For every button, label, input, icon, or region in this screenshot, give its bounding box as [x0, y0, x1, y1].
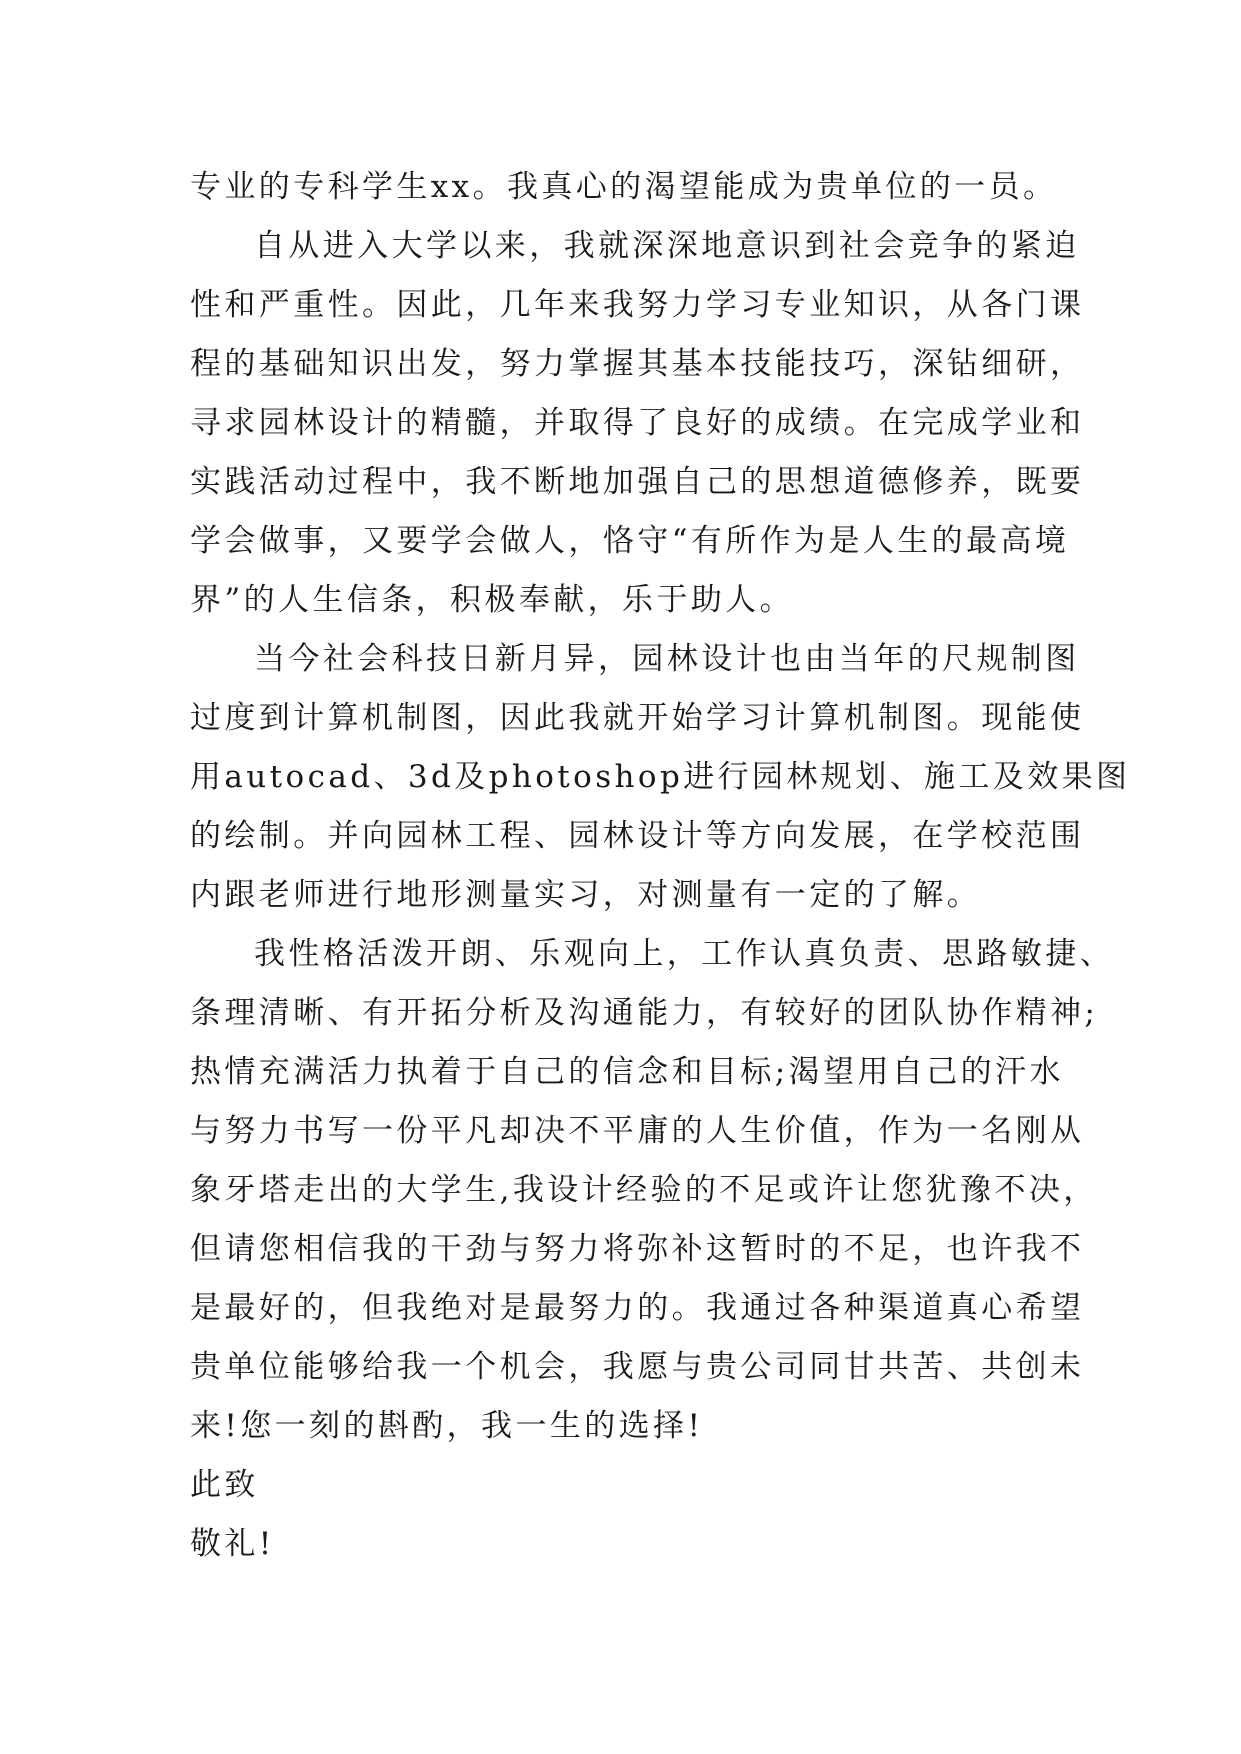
text-line: 内跟老师进行地形测量实习，对测量有一定的了解。 [190, 877, 982, 913]
salutation-line: 敬礼! [190, 1526, 275, 1562]
text-line: 实践活动过程中，我不断地加强自己的思想道德修养，既要 [190, 464, 1085, 500]
text-line: 热情充满活力执着于自己的信念和目标;渴望用自己的汗水 [190, 1054, 1064, 1090]
text-line: 学会做事，又要学会做人，恪守“有所作为是人生的最高境 [190, 523, 1070, 559]
text-line: 寻求园林设计的精髓，并取得了良好的成绩。在完成学业和 [190, 405, 1085, 441]
letter-body [190, 158, 1131, 1574]
text-line: 贵单位能够给我一个机会，我愿与贵公司同甘共苦、共创未 [190, 1349, 1085, 1385]
text-line: 专业的专科学生xx。我真心的渴望能成为贵单位的一员。 [190, 169, 1058, 205]
text-line: 是最好的，但我绝对是最努力的。我通过各种渠道真心希望 [190, 1290, 1085, 1326]
paragraph-first-line: 当今社会科技日新月异，园林设计也由当年的尺规制图 [254, 641, 1080, 677]
text-line: 过度到计算机制图，因此我就开始学习计算机制图。现能使 [190, 700, 1085, 736]
text-line: 用autocad、3d及photoshop进行园林规划、施工及效果图 [190, 759, 1131, 795]
text-line: 程的基础知识出发，努力掌握其基本技能技巧，深钻细研， [190, 346, 1085, 382]
text-line: 的绘制。并向园林工程、园林设计等方向发展，在学校范围 [190, 818, 1085, 854]
text-line: 象牙塔走出的大学生,我设计经验的不足或许让您犹豫不决， [190, 1172, 1098, 1208]
text-line: 界”的人生信条，积极奉献，乐于助人。 [190, 582, 795, 618]
text-line: 条理清晰、有开拓分析及沟通能力，有较好的团队协作精神; [190, 995, 1099, 1031]
text-line: 来!您一刻的斟酌，我一生的选择! [190, 1408, 704, 1444]
text-line: 性和严重性。因此，几年来我努力学习专业知识，从各门课 [190, 287, 1085, 323]
paragraph-first-line: 我性格活泼开朗、乐观向上，工作认真负责、思路敏捷、 [254, 936, 1114, 972]
text-line: 但请您相信我的干劲与努力将弥补这暂时的不足，也许我不 [190, 1231, 1085, 1267]
closing-line: 此致 [190, 1467, 259, 1503]
paragraph-first-line: 自从进入大学以来，我就深深地意识到社会竞争的紧迫 [254, 228, 1080, 264]
text-line: 与努力书写一份平凡却决不平庸的人生价值，作为一名刚从 [190, 1113, 1085, 1149]
